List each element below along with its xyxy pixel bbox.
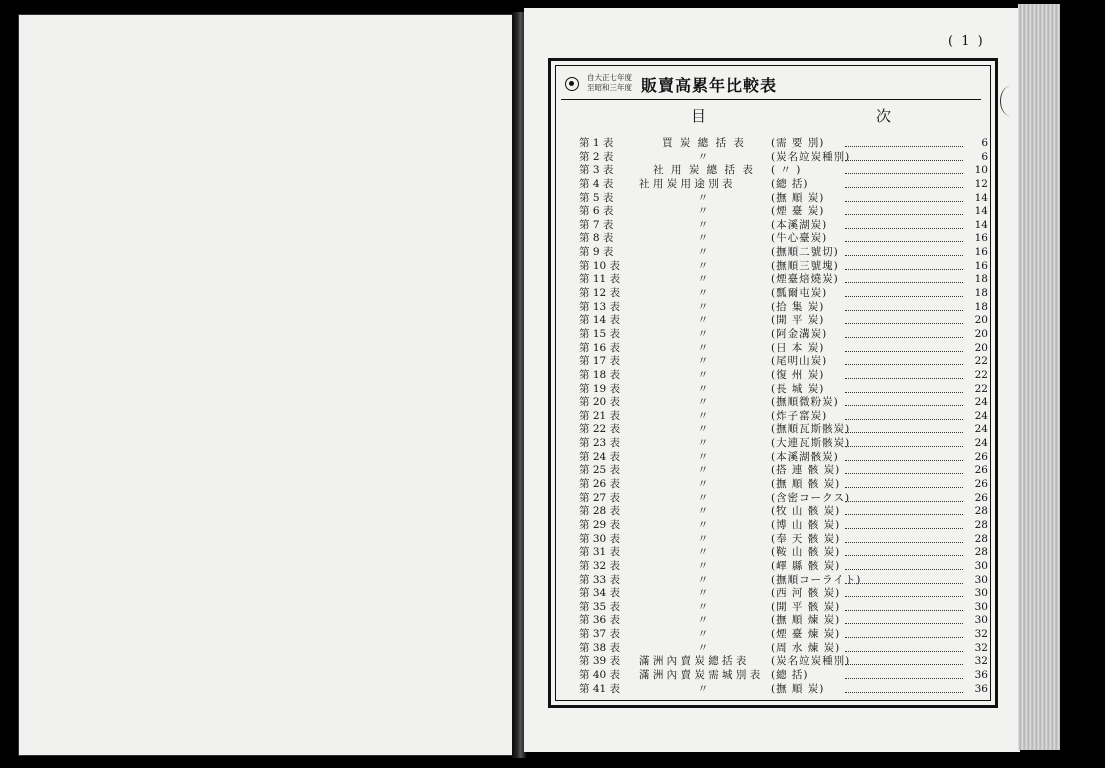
toc-table-name: 〃 xyxy=(697,191,711,204)
toc-category: (開 平 炭) xyxy=(771,314,825,327)
toc-row xyxy=(579,260,989,274)
toc-table-name: 買 炭 總 括 表 xyxy=(662,137,746,149)
toc-table-number: 第 39 表 xyxy=(579,655,621,668)
toc-table-number: 第 4 表 xyxy=(579,177,614,190)
toc-table-name: 〃 xyxy=(697,423,711,436)
toc-dot-leader xyxy=(845,419,963,420)
toc-page-number: 30 xyxy=(974,614,988,627)
toc-page-number: 18 xyxy=(974,287,988,300)
toc-page-number: 36 xyxy=(974,682,988,695)
toc-page-number: 14 xyxy=(974,205,988,218)
toc-row xyxy=(579,464,989,478)
toc-table-number: 第 37 表 xyxy=(579,628,621,641)
toc-table-number: 第 14 表 xyxy=(579,314,621,327)
toc-category: (撫順三號塊) xyxy=(771,259,839,272)
toc-table-number: 第 30 表 xyxy=(579,532,621,545)
toc-row xyxy=(579,246,989,260)
toc-row xyxy=(579,369,989,383)
toc-category: (撫 順 炭) xyxy=(771,682,825,695)
toc-category: (周 水 煉 炭) xyxy=(771,641,841,654)
toc-table-name: 〃 xyxy=(697,587,711,600)
toc-dot-leader xyxy=(845,446,963,447)
toc-page-number: 28 xyxy=(974,546,988,559)
toc-table-name: 〃 xyxy=(697,150,711,163)
toc-table-number: 第 2 表 xyxy=(579,150,614,163)
toc-table-number: 第 13 表 xyxy=(579,300,621,313)
toc-table-number: 第 31 表 xyxy=(579,546,621,559)
toc-row xyxy=(579,683,989,697)
toc-dot-leader xyxy=(845,664,963,665)
toc-table-number: 第 38 表 xyxy=(579,641,621,654)
toc-table-number: 第 15 表 xyxy=(579,327,621,340)
toc-table-number: 第 12 表 xyxy=(579,287,621,300)
toc-table-name: 〃 xyxy=(697,314,711,327)
toc-page-number: 22 xyxy=(974,355,988,368)
toc-table-number: 第 41 表 xyxy=(579,682,621,695)
toc-dot-leader xyxy=(845,692,963,693)
toc-dot-leader xyxy=(845,623,963,624)
toc-category: (撫順コーライト) xyxy=(771,573,862,586)
toc-table-number: 第 24 表 xyxy=(579,450,621,463)
toc-dot-leader xyxy=(845,296,963,297)
toc-row xyxy=(579,192,989,206)
toc-category: (撫 順 炭) xyxy=(771,191,825,204)
toc-row xyxy=(579,560,989,574)
toc-category: (煙 臺 煉 炭) xyxy=(771,628,841,641)
toc-table-number: 第 8 表 xyxy=(579,232,614,245)
toc-dot-leader xyxy=(845,637,963,638)
header-band xyxy=(561,71,981,100)
toc-table-name: 〃 xyxy=(697,614,711,627)
toc-dot-leader xyxy=(845,651,963,652)
toc-table-name: 〃 xyxy=(697,327,711,340)
toc-dot-leader xyxy=(845,432,963,433)
toc-table-number: 第 11 表 xyxy=(579,273,621,286)
toc-page-number: 26 xyxy=(974,450,988,463)
toc-table-name: 滿 洲 內 賣 炭 需 城 別 表 xyxy=(639,668,761,681)
toc-page-number: 16 xyxy=(974,232,988,245)
toc-table-number: 第 19 表 xyxy=(579,382,621,395)
toc-table-number: 第 27 表 xyxy=(579,491,621,504)
toc-row xyxy=(579,614,989,628)
toc-dot-leader xyxy=(845,610,963,611)
toc-row xyxy=(579,396,989,410)
toc-table-name: 〃 xyxy=(697,573,711,586)
toc-dot-leader xyxy=(845,160,963,161)
toc-table-number: 第 22 表 xyxy=(579,423,621,436)
contents-heading-char-2: 次 xyxy=(875,107,891,125)
toc-row xyxy=(579,151,989,165)
toc-table-number: 第 29 表 xyxy=(579,518,621,531)
toc-dot-leader xyxy=(845,323,963,324)
toc-category: (炭名竝炭種別) xyxy=(771,150,851,163)
toc-row xyxy=(579,451,989,465)
toc-page-number: 30 xyxy=(974,573,988,586)
toc-dot-leader xyxy=(845,555,963,556)
toc-row xyxy=(579,669,989,683)
toc-dot-leader xyxy=(845,378,963,379)
toc-table-number: 第 5 表 xyxy=(579,191,614,204)
toc-dot-leader xyxy=(845,241,963,242)
toc-row xyxy=(579,546,989,560)
toc-dot-leader xyxy=(845,569,963,570)
toc-row xyxy=(579,423,989,437)
toc-row xyxy=(579,478,989,492)
toc-table-name: 〃 xyxy=(697,273,711,286)
toc-table-name: 〃 xyxy=(697,382,711,395)
toc-row xyxy=(579,355,989,369)
toc-row xyxy=(579,655,989,669)
toc-dot-leader xyxy=(845,337,963,338)
toc-table-name: 〃 xyxy=(697,559,711,572)
toc-page-number: 20 xyxy=(974,327,988,340)
toc-table-name: 〃 xyxy=(697,246,711,259)
toc-row xyxy=(579,205,989,219)
toc-dot-leader xyxy=(845,201,963,202)
toc-table-number: 第 20 表 xyxy=(579,396,621,409)
toc-table-name: 〃 xyxy=(697,355,711,368)
toc-category: (煙臺焙燒炭) xyxy=(771,273,839,286)
toc-table-number: 第 32 表 xyxy=(579,559,621,572)
toc-table-name: 〃 xyxy=(697,287,711,300)
toc-category: (本溪湖骸炭) xyxy=(771,450,839,463)
toc-page-number: 26 xyxy=(974,464,988,477)
toc-row xyxy=(579,328,989,342)
period-start: 自大正七年度 xyxy=(587,73,632,82)
toc-dot-leader xyxy=(845,187,963,188)
toc-category: (博 山 骸 炭) xyxy=(771,518,841,531)
toc-table-number: 第 35 表 xyxy=(579,600,621,613)
toc-dot-leader xyxy=(845,514,963,515)
toc-category: (長 城 炭) xyxy=(771,382,825,395)
toc-page-number: 30 xyxy=(974,559,988,572)
toc-table-name: 〃 xyxy=(697,546,711,559)
toc-category: (牛心臺炭) xyxy=(771,232,828,245)
toc-row xyxy=(579,137,989,151)
toc-row xyxy=(579,410,989,424)
toc-page-number: 32 xyxy=(974,655,988,668)
toc-dot-leader xyxy=(845,487,963,488)
toc-table-name: 〃 xyxy=(697,300,711,313)
toc-category: (搭 連 骸 炭) xyxy=(771,464,841,477)
toc-dot-leader xyxy=(845,542,963,543)
toc-dot-leader xyxy=(845,146,963,147)
toc-page-number: 22 xyxy=(974,368,988,381)
toc-row xyxy=(579,628,989,642)
toc-dot-leader xyxy=(845,405,963,406)
toc-category: (開 平 骸 炭) xyxy=(771,600,841,613)
toc-table-number: 第 36 表 xyxy=(579,614,621,627)
toc-dot-leader xyxy=(845,173,963,174)
toc-category: (炸子窰炭) xyxy=(771,409,828,422)
toc-table-name: 社 用 炭 用 途 別 表 xyxy=(639,177,733,190)
toc-row xyxy=(579,519,989,533)
toc-page-number: 14 xyxy=(974,218,988,231)
toc-table-name: 〃 xyxy=(697,600,711,613)
toc-table-number: 第 10 表 xyxy=(579,259,621,272)
toc-table-number: 第 16 表 xyxy=(579,341,621,354)
toc-table-name: 〃 xyxy=(697,682,711,695)
toc-category: (撫順瓦斯骸炭) xyxy=(771,423,851,436)
toc-dot-leader xyxy=(845,678,963,679)
toc-page-number: 24 xyxy=(974,396,988,409)
toc-page-number: 36 xyxy=(974,668,988,681)
toc-dot-leader xyxy=(845,392,963,393)
period-block xyxy=(587,73,632,93)
toc-page-number: 14 xyxy=(974,191,988,204)
toc-category: (撫 順 骸 炭) xyxy=(771,478,841,491)
toc-category: (尾明山炭) xyxy=(771,355,828,368)
toc-page-number: 6 xyxy=(981,137,988,149)
toc-dot-leader xyxy=(845,364,963,365)
toc-row xyxy=(579,505,989,519)
contents-heading-char-1: 目 xyxy=(691,107,707,125)
toc-row xyxy=(579,601,989,615)
toc-table-name: 滿 洲 內 賣 炭 總 括 表 xyxy=(639,655,747,668)
toc-table-name: 〃 xyxy=(697,450,711,463)
toc-table-name: 〃 xyxy=(697,628,711,641)
toc-page-number: 22 xyxy=(974,382,988,395)
toc-row xyxy=(579,273,989,287)
toc-dot-leader xyxy=(845,214,963,215)
toc-row xyxy=(579,164,989,178)
toc-table-number: 第 17 表 xyxy=(579,355,621,368)
toc-page-number: 10 xyxy=(974,164,988,177)
toc-category: (需 要 別) xyxy=(771,137,825,149)
toc-row xyxy=(579,219,989,233)
toc-table-name: 〃 xyxy=(697,478,711,491)
toc-page-number: 18 xyxy=(974,273,988,286)
toc-category: (拾 集 炭) xyxy=(771,300,825,313)
period-end: 至昭和三年度 xyxy=(587,83,632,92)
toc-table-name: 〃 xyxy=(697,232,711,245)
toc-row xyxy=(579,287,989,301)
toc-row xyxy=(579,533,989,547)
toc-table-name: 〃 xyxy=(697,641,711,654)
toc-row xyxy=(579,587,989,601)
toc-table-number: 第 21 表 xyxy=(579,409,621,422)
contents-frame xyxy=(548,58,998,708)
toc-category: (撫順微粉炭) xyxy=(771,396,839,409)
toc-table-number: 第 9 表 xyxy=(579,246,614,259)
toc-table-number: 第 18 表 xyxy=(579,368,621,381)
page-title: 販賣高累年比較表 xyxy=(641,76,778,95)
toc-dot-leader xyxy=(845,473,963,474)
toc-table-number: 第 25 表 xyxy=(579,464,621,477)
toc-table-number: 第 26 表 xyxy=(579,478,621,491)
toc-row xyxy=(579,301,989,315)
toc-page-number: 32 xyxy=(974,641,988,654)
toc-page-number: 24 xyxy=(974,423,988,436)
toc-dot-leader xyxy=(845,583,963,584)
toc-table-name: 〃 xyxy=(697,437,711,450)
toc-table-name: 〃 xyxy=(697,505,711,518)
toc-category: (炭名竝炭種別) xyxy=(771,655,851,668)
toc-page-number: 6 xyxy=(981,150,988,163)
toc-dot-leader xyxy=(845,269,963,270)
toc-row xyxy=(579,492,989,506)
contents-heading xyxy=(691,105,891,126)
toc-page-number: 12 xyxy=(974,177,988,190)
toc-category: (奉 天 骸 炭) xyxy=(771,532,841,545)
toc-category: (本溪湖炭) xyxy=(771,218,828,231)
toc-table-number: 第 23 表 xyxy=(579,437,621,450)
toc-page-number: 26 xyxy=(974,478,988,491)
toc-table-number: 第 33 表 xyxy=(579,573,621,586)
toc-row xyxy=(579,178,989,192)
toc-dot-leader xyxy=(845,310,963,311)
toc-table-name: 社 用 炭 總 括 表 xyxy=(653,164,755,177)
toc-category: (嶧 縣 骸 炭) xyxy=(771,559,841,572)
toc-table-number: 第 28 表 xyxy=(579,505,621,518)
toc-page-number: 30 xyxy=(974,587,988,600)
toc-page-number: 16 xyxy=(974,259,988,272)
toc-dot-leader xyxy=(845,282,963,283)
toc-row xyxy=(579,314,989,328)
toc-dot-leader xyxy=(845,501,963,502)
toc-row xyxy=(579,642,989,656)
toc-table-number: 第 6 表 xyxy=(579,205,614,218)
scan-mark xyxy=(1000,86,1021,116)
toc-row xyxy=(579,437,989,451)
toc-page-number: 28 xyxy=(974,532,988,545)
toc-page-number: 24 xyxy=(974,437,988,450)
toc-category: (日 本 炭) xyxy=(771,341,825,354)
toc-page-number: 20 xyxy=(974,314,988,327)
toc-dot-leader xyxy=(845,528,963,529)
toc-table-name: 〃 xyxy=(697,396,711,409)
toc-row xyxy=(579,574,989,588)
toc-category: (總 括) xyxy=(771,668,809,681)
toc-row xyxy=(579,232,989,246)
toc-row xyxy=(579,383,989,397)
page-number: ( 1 ) xyxy=(948,34,985,49)
toc-page-number: 20 xyxy=(974,341,988,354)
toc-category: (撫順二號切) xyxy=(771,246,839,259)
toc-page-number: 30 xyxy=(974,600,988,613)
toc-page-number: 18 xyxy=(974,300,988,313)
toc-table-name: 〃 xyxy=(697,259,711,272)
toc-category: (復 州 炭) xyxy=(771,368,825,381)
toc-table-name: 〃 xyxy=(697,464,711,477)
toc-list xyxy=(579,137,989,696)
toc-table-name: 〃 xyxy=(697,409,711,422)
toc-category: (瓢爾屯炭) xyxy=(771,287,828,300)
toc-category: (鞍 山 骸 炭) xyxy=(771,546,841,559)
toc-category: ( 〃 ) xyxy=(771,164,802,177)
toc-row xyxy=(579,342,989,356)
toc-category: (大連瓦斯骸炭) xyxy=(771,437,851,450)
toc-table-name: 〃 xyxy=(697,518,711,531)
toc-category: (含密コークス) xyxy=(771,491,851,504)
toc-table-number: 第 1 表 xyxy=(579,137,614,149)
toc-category: (總 括) xyxy=(771,177,809,190)
toc-table-name: 〃 xyxy=(697,205,711,218)
toc-table-number: 第 3 表 xyxy=(579,164,614,177)
page-edges xyxy=(1018,4,1060,750)
toc-table-name: 〃 xyxy=(697,341,711,354)
toc-table-name: 〃 xyxy=(697,218,711,231)
bullseye-icon xyxy=(565,77,579,91)
toc-dot-leader xyxy=(845,228,963,229)
toc-page-number: 24 xyxy=(974,409,988,422)
toc-page-number: 26 xyxy=(974,491,988,504)
toc-table-number: 第 34 表 xyxy=(579,587,621,600)
left-blank-page xyxy=(18,14,514,756)
toc-table-number: 第 7 表 xyxy=(579,218,614,231)
toc-category: (撫 順 煉 炭) xyxy=(771,614,841,627)
toc-dot-leader xyxy=(845,596,963,597)
toc-page-number: 28 xyxy=(974,518,988,531)
toc-dot-leader xyxy=(845,255,963,256)
toc-category: (煙 臺 炭) xyxy=(771,205,825,218)
toc-page-number: 16 xyxy=(974,246,988,259)
toc-page-number: 32 xyxy=(974,628,988,641)
toc-dot-leader xyxy=(845,351,963,352)
toc-dot-leader xyxy=(845,460,963,461)
toc-table-name: 〃 xyxy=(697,368,711,381)
toc-table-number: 第 40 表 xyxy=(579,668,621,681)
toc-category: (牧 山 骸 炭) xyxy=(771,505,841,518)
toc-table-name: 〃 xyxy=(697,491,711,504)
toc-page-number: 28 xyxy=(974,505,988,518)
toc-category: (阿金溝炭) xyxy=(771,327,828,340)
toc-table-name: 〃 xyxy=(697,532,711,545)
toc-category: (西 河 骸 炭) xyxy=(771,587,841,600)
